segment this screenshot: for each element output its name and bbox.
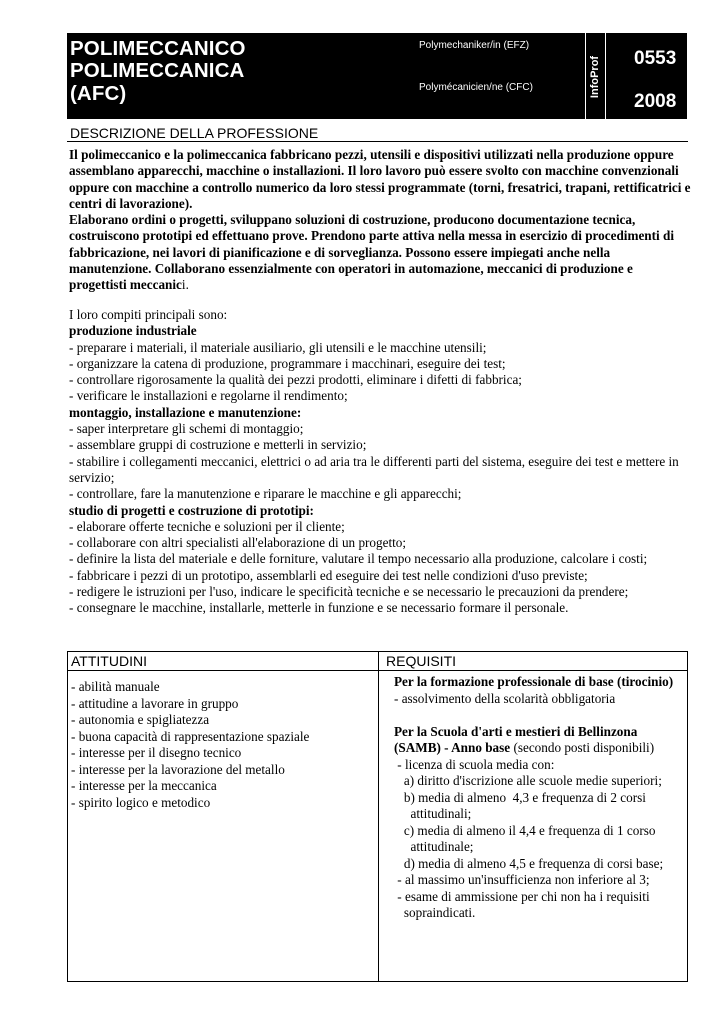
task-item: - controllare, fare la manutenzione e riparare le macchine e gli apparecchi; (69, 486, 462, 502)
task-item: - assemblare gruppi di costruzione e metterli in servizio; (69, 437, 367, 453)
header-divider-right (605, 33, 606, 119)
task-item: - controllare rigorosamente la qualità dei pezzi prodotti, eliminare i difetti di fabbrica; (69, 372, 522, 388)
requirement-line: c) media di almeno il 4,4 e frequenza di 1 corso (394, 822, 656, 838)
task-item: - saper interpretare gli schemi di montaggio; (69, 421, 304, 437)
header-divider-left (585, 33, 586, 119)
attitude-item: - autonomia e spigliatezza (71, 712, 210, 727)
title-german: Polymechaniker/in (EFZ) (419, 40, 530, 51)
header-banner (67, 33, 687, 119)
tasks-block (69, 307, 693, 617)
group-title: studio di progetti e costruzione di prototipi: (69, 502, 314, 518)
task-item: - preparare i materiali, il materiale ausiliario, gli utensili e le macchine utensili; (69, 339, 487, 355)
table-header-divider (67, 670, 688, 671)
task-item: - collaborare con altri specialisti all'elaborazione di un progetto; (69, 535, 407, 551)
tasks-intro: I loro compiti principali sono: (69, 307, 228, 322)
requirement-line: attitudinali; (394, 806, 472, 821)
requirement-line: attitudinale; (394, 839, 474, 854)
attitudini-list (71, 679, 309, 811)
task-item: - elaborare offerte tecniche e soluzioni per il cliente; (69, 518, 345, 534)
infoprof-label: InfoProf (589, 55, 601, 99)
task-item: - fabbricare i pezzi di un prototipo, assemblarli ed eseguire dei test nelle condizioni d'uso previste; (69, 567, 588, 583)
requirement-line: d) media di almeno 4,5 e frequenza di corsi base; (394, 855, 664, 871)
intro-paragraph-2-bold: Elaborano ordini o progetti, sviluppano soluzioni di costruzione, producono documentazione tecnica, costruiscono prototipi ed effettuano prove. Prendono parte attiva nella messa in esercizio di procedimenti di fabbricazione, nei lavori di pianificazione e di sorveglianza. Possono essere impiegati anche nella manutenzione. Collaborano essenzialmente con operatori in automazione, meccanici di produzione e progettisti meccanic (69, 212, 674, 293)
tirocinio-item: - assolvimento della scolarità obbligatoria (394, 690, 616, 706)
samb-title-bold: (SAMB) - Anno base (394, 740, 511, 755)
requisiti-heading: REQUISITI (386, 653, 457, 669)
task-item: - organizzare la catena di produzione, programmare i macchinari, eseguire dei test; (69, 355, 506, 371)
requirement-line: - esame di ammissione per chi non ha i requisiti (394, 888, 650, 904)
task-item: - verificare le installazioni e regolarne il rendimento; (69, 388, 348, 404)
requirement-line: - al massimo un'insufficienza non inferiore al 3; (394, 872, 650, 887)
intro-paragraph-2-tail: i. (181, 277, 189, 293)
profession-code: 0553 (634, 48, 677, 69)
samb-title-line-2 (394, 740, 673, 757)
year-label: 2008 (634, 91, 677, 112)
title-line-1: POLIMECCANICO (70, 37, 246, 60)
attitude-item: - interesse per la meccanica (71, 778, 217, 793)
task-item: - redigere le istruzioni per l'uso, indicare le specificità tecniche e se necessario le precauzioni da prendere; (69, 584, 629, 600)
samb-note: (secondo posti disponibili) (510, 740, 655, 755)
attitudini-heading: ATTITUDINI (71, 653, 147, 669)
samb-title: Per la Scuola d'arti e mestieri di Bellinzona (394, 723, 638, 739)
attitude-item: - attitudine a lavorare in gruppo (71, 695, 239, 711)
description-rule (67, 141, 688, 142)
attitude-item: - buona capacità di rappresentazione spaziale (71, 728, 310, 744)
title-french: Polymécanicien/ne (CFC) (419, 82, 533, 93)
title-line-2: POLIMECCANICA (70, 59, 245, 82)
intro-paragraph-1: Il polimeccanico e la polimeccanica fabbricano pezzi, utensili e dispositivi utilizzati nella produzione oppure assemblano apparecchi, macchine o installazioni. Il loro lavoro può essere svolto con macchine convenzionali oppure con macchine a controllo numerico da loro stessi programmate (torni, fresatrici, trapani, rettificatrici e centri di lavorazione). (69, 147, 691, 211)
tirocinio-title: Per la formazione professionale di base (tirocinio) (394, 674, 674, 689)
attitude-item: - interesse per il disegno tecnico (71, 745, 242, 760)
task-item: - stabilire i collegamenti meccanici, elettrici o ad aria tra le differenti parti del sistema, eseguire dei test e mettere in servizio; (69, 453, 679, 485)
requirement-line: sopraindicati. (394, 905, 476, 920)
table-column-divider (378, 651, 379, 982)
group-title: montaggio, installazione e manutenzione: (69, 404, 302, 420)
requisiti-list (394, 674, 673, 922)
attitude-item: - abilità manuale (71, 679, 160, 694)
task-item: - definire la lista del materiale e delle forniture, valutare il tempo necessario alla produzione, calcolare i costi; (69, 551, 648, 567)
requirement-line: - licenza di scuola media con: (394, 756, 555, 772)
spacer (394, 707, 673, 724)
task-item: - consegnare le macchine, installarle, metterle in funzione e se necessario formare il personale. (69, 600, 569, 616)
group-title: produzione industriale (69, 323, 197, 339)
requirement-line: b) media di almeno 4,3 e frequenza di 2 corsi (394, 789, 646, 805)
title-line-3: (AFC) (70, 82, 127, 105)
description-heading: DESCRIZIONE DELLA PROFESSIONE (70, 125, 319, 141)
requirement-line: a) diritto d'iscrizione alle scuole medie superiori; (394, 773, 662, 788)
intro-paragraph-2 (69, 212, 693, 293)
attitude-item: - spirito logico e metodico (71, 794, 211, 810)
attitude-item: - interesse per la lavorazione del metallo (71, 761, 285, 777)
